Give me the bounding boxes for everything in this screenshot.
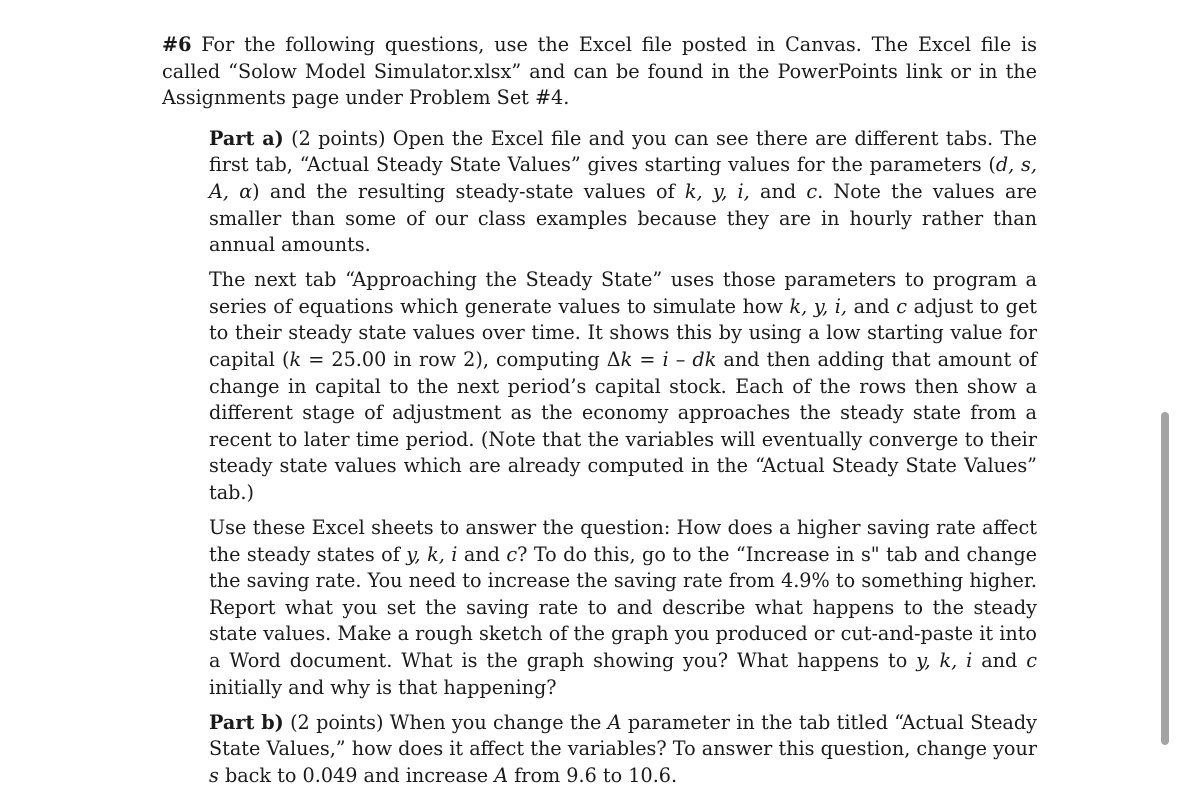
part-b-text: from 9.6 to 10.6. bbox=[508, 763, 678, 787]
question-number: #6 bbox=[162, 33, 192, 56]
part-a-text: and bbox=[749, 179, 807, 203]
math-text: s bbox=[209, 763, 219, 787]
math-text: A bbox=[494, 763, 509, 787]
math-text: y, k, i bbox=[916, 649, 973, 673]
math-text: k bbox=[289, 348, 302, 372]
math-text: A bbox=[607, 710, 622, 734]
paragraph-text: and bbox=[457, 542, 507, 566]
part-a-text: ) and the resulting steady-state values of bbox=[252, 179, 685, 203]
paragraph-text: – bbox=[668, 348, 693, 372]
part-a-text: (2 points) Open the Excel file and you can see there are different tabs. The first tab, “Actual Steady State Values” gives starting values for the parameters ( bbox=[209, 126, 1038, 177]
scrollbar-thumb[interactable] bbox=[1161, 412, 1169, 745]
paragraph-text: ? To do this, go to the “Increase in s" tab and change the saving rate. You need to increase the saving rate from 4.9% to something higher. Report what you set the saving rate to and describe what happens to the steady state values. Make a rough sketch of the graph you produced or cut-and-paste it into a Word document. What is the graph showing you? What happens to bbox=[209, 542, 1038, 673]
math-text: c bbox=[506, 542, 518, 566]
part-b-text: back to 0.049 and increase bbox=[218, 763, 495, 787]
math-text: k, y, i, bbox=[789, 294, 848, 318]
part-b-label: Part b) bbox=[209, 710, 284, 734]
part-b-text: parameter in the tab titled “Actual Steady State Values,” how does it affect the variables? To answer this question, change your bbox=[209, 710, 1037, 761]
math-text: i bbox=[662, 348, 669, 372]
part-a-text: . Note the values are smaller than some of our class examples because they are in hourly rather than annual amounts. bbox=[209, 179, 1037, 257]
part-a-label: Part a) bbox=[209, 126, 284, 150]
saving-rate-paragraph bbox=[209, 515, 1037, 701]
paragraph-text: Use these Excel sheets to answer the question: How does a higher saving rate affect the steady states of bbox=[209, 516, 1037, 566]
paragraph-text: initially and why is that happening? bbox=[209, 675, 557, 699]
paragraph-text: adjust to get to their steady state values over time. It shows this by using a low starting value for capital ( bbox=[209, 294, 1038, 372]
paragraph-text: The next tab “Approaching the Steady State” uses those parameters to program a series of equations which generate values to simulate how bbox=[209, 268, 1037, 318]
math-text: y, k, i bbox=[406, 542, 458, 566]
math-text: dk bbox=[692, 348, 717, 372]
math-text: c bbox=[896, 294, 908, 318]
vertical-scrollbar[interactable] bbox=[1161, 0, 1169, 745]
paragraph-text: and bbox=[847, 294, 897, 318]
paragraph-text: = bbox=[632, 348, 663, 372]
math-text: k bbox=[620, 348, 633, 372]
paragraph-text: and then adding that amount of change in capital to the next period’s capital stock. Each of the rows then show a different stage of adjustment as the economy approaches the steady state from a recent to later time period. (Note that the variables will eventually converge to their steady state values which are already computed in the “Actual Steady State Values” tab.) bbox=[209, 348, 1037, 504]
math-text: k, y, i, bbox=[684, 179, 750, 203]
math-text: d, s, A, α bbox=[209, 153, 1037, 203]
document-page bbox=[162, 32, 1037, 790]
math-text: c bbox=[806, 179, 818, 203]
question-intro bbox=[162, 32, 1037, 112]
part-a-paragraph bbox=[209, 126, 1037, 259]
math-text: c bbox=[1026, 649, 1037, 673]
paragraph-text: = 25.00 in row 2), computing Δ bbox=[301, 348, 621, 372]
part-b-paragraph bbox=[209, 710, 1037, 790]
part-b-text: (2 points) When you change the bbox=[283, 710, 608, 734]
paragraph-text: and bbox=[972, 649, 1027, 673]
approaching-steady-state-paragraph bbox=[209, 267, 1037, 506]
question-intro-text: For the following questions, use the Excel file posted in Canvas. The Excel file is called “Solow Model Simulator.xlsx” and can be found in the PowerPoints link or in the Assignments page under Problem Set #4. bbox=[162, 33, 1037, 110]
